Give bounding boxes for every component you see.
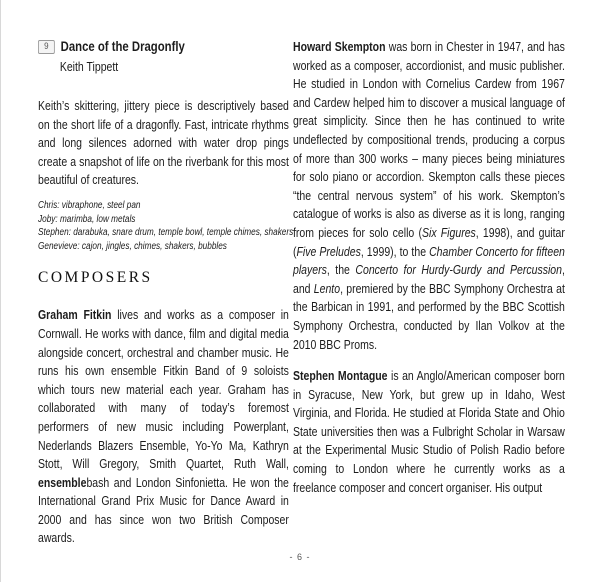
text-segment: bash and London Sinfonietta. He won the International Grand Prix Music for Dance Award in 2000 and has since won two British Composer awards. [38,475,289,546]
text-segment: Lento [313,281,341,296]
text-segment: , the [326,263,356,278]
bio-howard-skempton [293,38,565,354]
text-segment: Howard Skempton [293,40,386,54]
text-segment: , premiered by the BBC Symphony Orchestra at the Barbican in 1991, and performed by the BBC Scottish Symphony Orchestra, conducted by Ilan Volkov at the 2010 BBC Proms. [293,281,565,352]
text-segment: Concerto for Hurdy-Gurdy and Percussion [355,263,562,278]
track-number-badge: 9 [38,40,55,54]
composers-section-heading: COMPOSERS [38,269,153,287]
text-segment: , 1998), and guitar ( [293,225,565,259]
text-segment: , 1999), to the [360,244,430,259]
text-segment: is an Anglo/American composer born in Syracuse, New York, but grew up in Idaho, West Virginia, and Florida. He studied at Florida State and Ohio State universities then was a Fulbright Scholar in Warsaw at the Experimental Music Studio of Polish Radio before coming to London where he currently works as a freelance composer and concert organiser. His output [293,369,565,495]
text-segment: , and [293,263,565,296]
right-column [293,38,565,497]
text-segment: Six Figures [421,225,476,240]
text-segment: lives and works as a composer in Cornwall. He works with dance, film and digital media alongside concert, orchestral and chamber music. He runs his own ensemble Fitkin Band of 9 soloists which tours new material each year. Graham has collaborated with many of today’s foremost performers of new music including Powerplant, Nederlands Blazers Ensemble, Yo-Yo Ma, Kathryn Stott, Will Gregory, Smith Quartet, Ruth Wall, [38,308,289,472]
text-segment: was born in Chester in 1947, and has worked as a composer, accordionist, and music publisher. He studied in London with Cornelius Cardew from 1967 and Cardew helped him to discover a musical language of great simplicity. Since then he has continued to write undeflected by compositional trends, producing a corpus of more than 300 works – many pieces being miniatures for solo piano or accordion. Skempton calls these pieces “the central nervous system” of his work. Skempton’s catalogue of works is also as diverse as it is long, ranging from pieces for solo cello ( [293,40,565,240]
instrumentation-line: Joby: marimba, low metals [38,213,136,225]
bio-stephen-montague [293,367,565,497]
track-composer: Keith Tippett [59,60,119,74]
track-title: Dance of the Dragonfly [60,39,185,54]
track-title-row [38,38,289,56]
text-segment: ensemble [38,475,87,490]
track-header [38,38,289,74]
text-segment: Five Preludes [296,244,361,259]
text-segment: Graham Fitkin [38,308,112,323]
scan-edge-line [0,0,1,582]
instrumentation-line: Genevieve: cajon, jingles, chimes, shakers, bubbles [38,240,227,252]
track-description: Keith’s skittering, jittery piece is descriptively based on the short life of a dragonfly. Fast, intricate rhythms and long silences adorned with water drop pings create a snapshot of life on the riverbank for this most beautiful of creatures. [38,99,289,188]
instrumentation-line: Stephen: darabuka, snare drum, temple bowl, temple chimes, shakers [38,227,294,239]
text-segment: Chamber Concerto for fifteen players [293,244,565,278]
left-column [38,38,294,548]
instrumentation-line: Chris: vibraphone, steel pan [38,199,141,211]
page-number: - 6 - [289,552,311,562]
text-segment: Stephen Montague [293,369,388,384]
instrumentation-list [38,199,294,253]
bio-graham-fitkin [38,306,289,548]
